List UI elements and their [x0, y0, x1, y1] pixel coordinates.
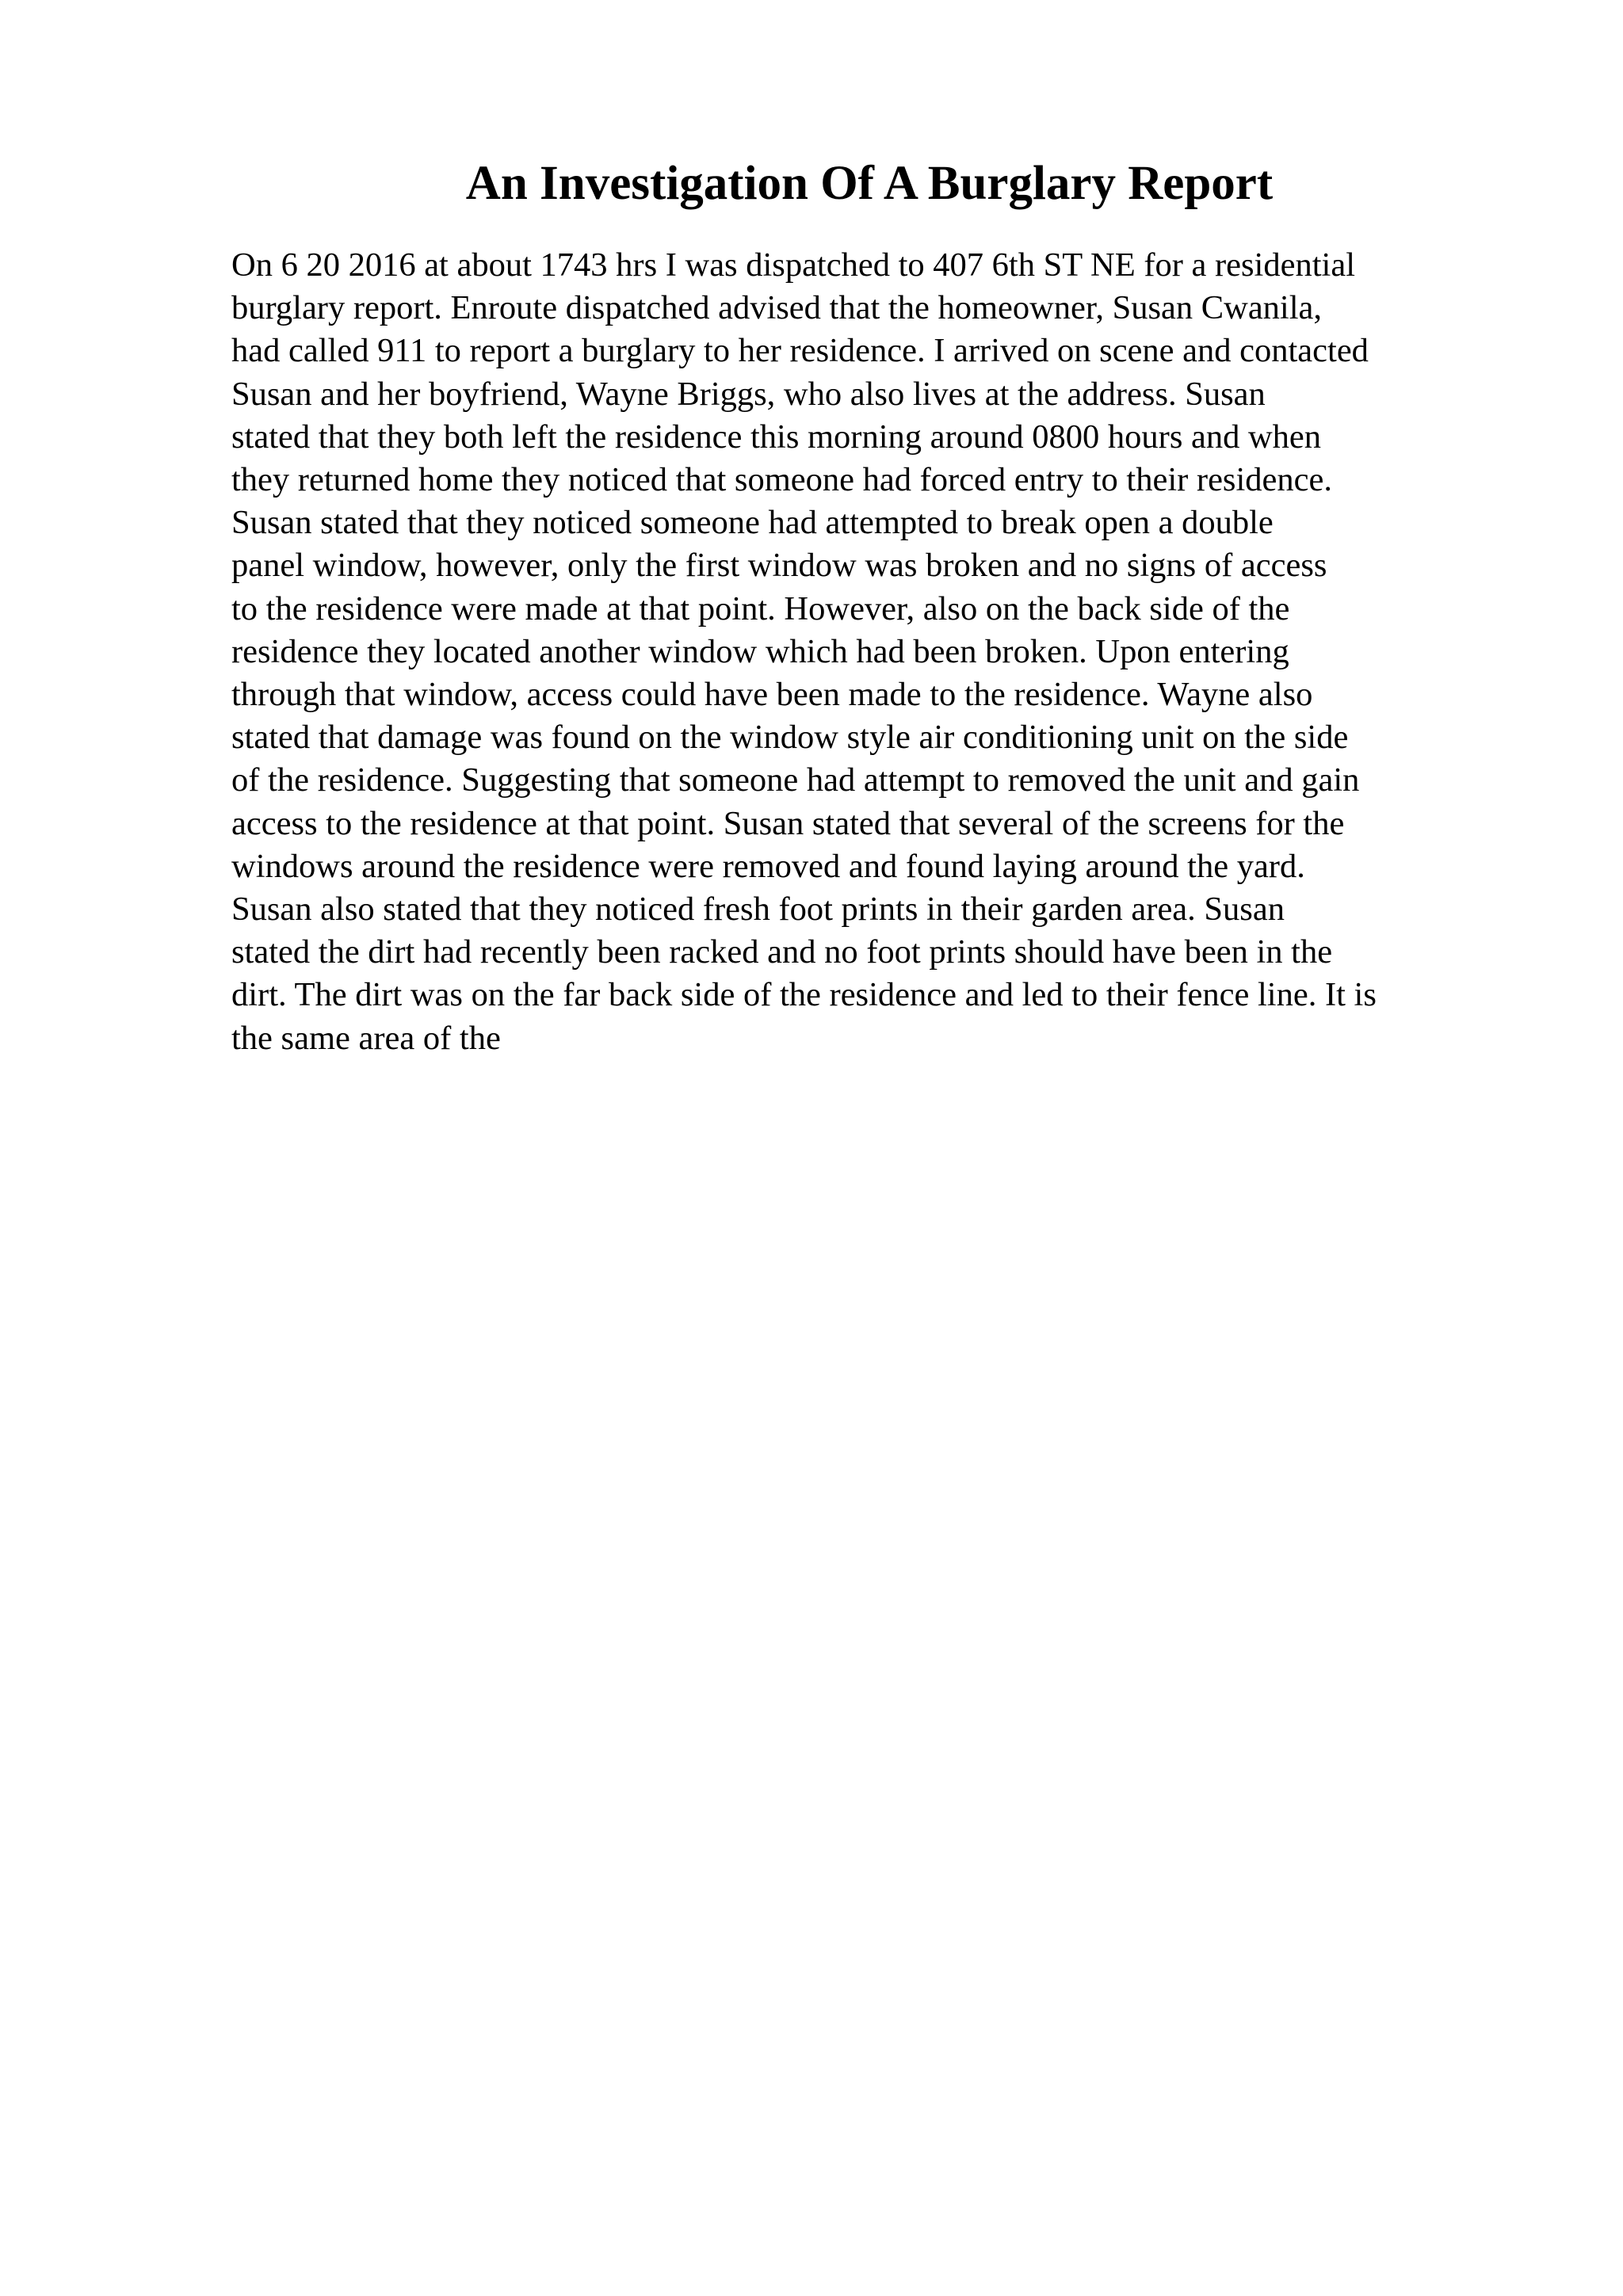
body-line-11: through that window, access could have been made to the residence. Wayne also [231, 676, 1313, 714]
body-line-7: Susan stated that they noticed someone had attempted to break open a double [231, 504, 1274, 542]
body-line-1: On 6 20 2016 at about 1743 hrs I was dispatched to 407 6th ST NE for a residential [231, 246, 1356, 284]
body-line-4: Susan and her boyfriend, Wayne Briggs, who also lives at the address. Susan [231, 375, 1266, 413]
report-body [231, 244, 1515, 1060]
body-line-2: burglary report. Enroute dispatched advised that the homeowner, Susan Cwanila, [231, 289, 1323, 327]
body-line-16: Susan also stated that they noticed fresh foot prints in their garden area. Susan [231, 891, 1285, 929]
body-line-6: they returned home they noticed that someone had forced entry to their residence. [231, 461, 1332, 499]
body-line-17: stated the dirt had recently been racked and no foot prints should have been in the [231, 933, 1333, 971]
body-line-19: the same area of the [231, 1019, 501, 1057]
body-line-5: stated that they both left the residence this morning around 0800 hours and when [231, 418, 1322, 456]
body-line-14: access to the residence at that point. Susan stated that several of the screens for the [231, 804, 1345, 842]
body-line-18: dirt. The dirt was on the far back side of the residence and led to their fence line. It is [231, 976, 1377, 1014]
body-line-13: of the residence. Suggesting that someone had attempt to removed the unit and gain [231, 761, 1360, 799]
page-title: An Investigation Of A Burglary Report [465, 157, 1274, 210]
body-line-15: windows around the residence were removed and found laying around the yard. [231, 847, 1305, 885]
body-line-9: to the residence were made at that point. However, also on the back side of the [231, 589, 1290, 627]
body-line-12: stated that damage was found on the window style air conditioning unit on the side [231, 719, 1349, 757]
body-line-3: had called 911 to report a burglary to her residence. I arrived on scene and contacted [231, 332, 1369, 370]
body-line-8: panel window, however, only the first window was broken and no signs of access [231, 547, 1327, 585]
body-line-10: residence they located another window which had been broken. Upon entering [231, 632, 1289, 670]
